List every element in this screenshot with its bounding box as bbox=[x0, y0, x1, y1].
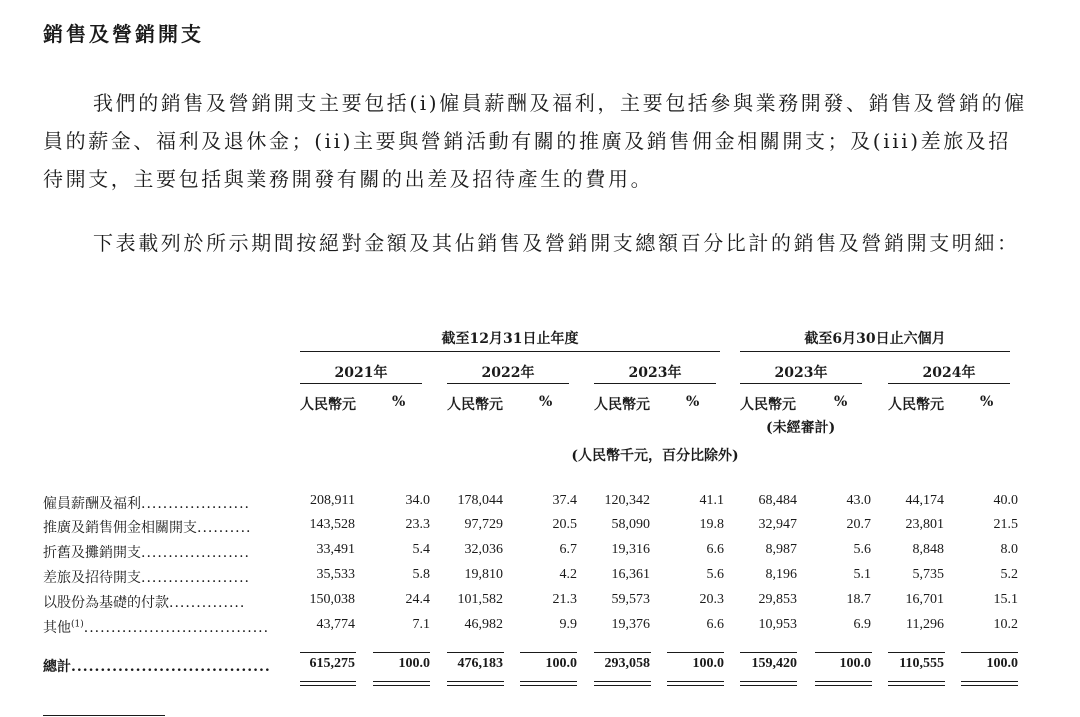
cell-amount: 5,735 bbox=[912, 567, 944, 582]
cell-percent: 5.2 bbox=[1000, 567, 1018, 582]
cell-percent: 100.0 bbox=[545, 656, 577, 671]
total-double-rule bbox=[594, 685, 651, 686]
total-double-rule bbox=[740, 681, 797, 682]
sub-header-pct: % bbox=[392, 394, 406, 410]
cell-amount: 8,196 bbox=[765, 567, 797, 582]
row-label bbox=[43, 517, 252, 537]
cell-percent: 5.6 bbox=[853, 542, 871, 557]
leader-dots: .......... bbox=[197, 520, 252, 536]
row-label-text: 其他 bbox=[43, 620, 71, 636]
row-label-text: 折舊及攤銷開支 bbox=[43, 545, 141, 561]
year-header-2023-half: 2023年 bbox=[774, 365, 828, 381]
total-double-rule bbox=[961, 681, 1018, 682]
row-label-text: 推廣及銷售佣金相關開支 bbox=[43, 520, 197, 536]
group-header-half: 截至6月30日止六個月 bbox=[804, 331, 946, 347]
cell-amount: 10,953 bbox=[758, 617, 797, 632]
cell-amount: 159,420 bbox=[751, 656, 797, 671]
total-double-rule bbox=[373, 681, 430, 682]
row-label-text: 總計 bbox=[43, 659, 71, 675]
section-heading: 銷售及營銷開支 bbox=[43, 22, 204, 46]
total-double-rule bbox=[815, 681, 872, 682]
cell-amount: 120,342 bbox=[604, 493, 650, 508]
cell-percent: 40.0 bbox=[993, 493, 1018, 508]
row-label-text: 僱員薪酬及福利 bbox=[43, 496, 141, 512]
unaudited-note: (未經審計) bbox=[766, 420, 836, 436]
cell-percent: 34.0 bbox=[405, 493, 430, 508]
sub-header-rmb: 人民幣元 bbox=[447, 397, 503, 413]
cell-percent: 20.7 bbox=[846, 517, 871, 532]
cell-amount: 59,573 bbox=[611, 592, 650, 607]
cell-percent: 18.7 bbox=[846, 592, 871, 607]
cell-amount: 44,174 bbox=[905, 493, 944, 508]
cell-amount: 101,582 bbox=[457, 592, 503, 607]
leader-dots: .................... bbox=[141, 496, 251, 512]
cell-amount: 46,982 bbox=[464, 617, 503, 632]
cell-percent: 43.0 bbox=[846, 493, 871, 508]
total-double-rule bbox=[520, 681, 577, 682]
cell-amount: 58,090 bbox=[611, 517, 650, 532]
total-double-rule bbox=[961, 685, 1018, 686]
subtotal-rule bbox=[300, 652, 356, 653]
year-header-2023: 2023年 bbox=[628, 365, 682, 381]
sub-header-rmb: 人民幣元 bbox=[300, 397, 356, 413]
cell-amount: 19,376 bbox=[611, 617, 650, 632]
total-double-rule bbox=[594, 681, 651, 682]
cell-amount: 97,729 bbox=[464, 517, 503, 532]
sub-header-pct: % bbox=[686, 394, 700, 410]
cell-percent: 21.5 bbox=[993, 517, 1018, 532]
cell-amount: 11,296 bbox=[906, 617, 944, 632]
row-label bbox=[43, 592, 245, 612]
leader-dots: .................................. bbox=[83, 620, 270, 636]
cell-amount: 178,044 bbox=[457, 493, 503, 508]
cell-percent: 23.3 bbox=[405, 517, 430, 532]
sub-header-pct: % bbox=[539, 394, 553, 410]
cell-amount: 208,911 bbox=[310, 493, 355, 508]
footnote-marker: (1) bbox=[71, 619, 84, 630]
cell-percent: 10.2 bbox=[993, 617, 1018, 632]
row-label bbox=[43, 567, 250, 587]
subtotal-rule bbox=[815, 652, 872, 653]
cell-percent: 41.1 bbox=[699, 493, 724, 508]
cell-amount: 32,947 bbox=[758, 517, 797, 532]
cell-amount: 143,528 bbox=[309, 517, 355, 532]
leader-dots: .............. bbox=[169, 595, 246, 611]
subtotal-rule bbox=[888, 652, 945, 653]
leader-dots: .................................. bbox=[71, 659, 271, 675]
total-double-rule bbox=[300, 685, 356, 686]
year-header-2024-half: 2024年 bbox=[922, 365, 976, 381]
cell-amount: 23,801 bbox=[905, 517, 944, 532]
cell-percent: 37.4 bbox=[552, 493, 577, 508]
total-double-rule bbox=[447, 681, 504, 682]
cell-percent: 6.6 bbox=[706, 617, 724, 632]
cell-amount: 615,275 bbox=[309, 656, 355, 671]
total-double-rule bbox=[447, 685, 504, 686]
row-label bbox=[43, 617, 269, 637]
total-double-rule bbox=[667, 681, 724, 682]
year-rule bbox=[300, 383, 422, 384]
cell-amount: 33,491 bbox=[316, 542, 355, 557]
cell-amount: 110,555 bbox=[899, 656, 944, 671]
sub-header-rmb: 人民幣元 bbox=[740, 397, 796, 413]
cell-percent: 5.6 bbox=[706, 567, 724, 582]
cell-percent: 7.1 bbox=[412, 617, 430, 632]
group-header-annual: 截至12月31日止年度 bbox=[441, 331, 579, 347]
cell-percent: 24.4 bbox=[405, 592, 430, 607]
cell-amount: 8,848 bbox=[912, 542, 944, 557]
cell-percent: 8.0 bbox=[1000, 542, 1018, 557]
leader-dots: .................... bbox=[141, 545, 251, 561]
cell-amount: 68,484 bbox=[758, 493, 797, 508]
cell-percent: 100.0 bbox=[986, 656, 1018, 671]
cell-percent: 20.5 bbox=[552, 517, 577, 532]
cell-amount: 16,701 bbox=[905, 592, 944, 607]
total-double-rule bbox=[520, 685, 577, 686]
cell-percent: 19.8 bbox=[699, 517, 724, 532]
unit-note: (人民幣千元，百分比除外) bbox=[571, 448, 739, 464]
cell-amount: 150,038 bbox=[309, 592, 355, 607]
total-double-rule bbox=[888, 685, 945, 686]
total-double-rule bbox=[373, 685, 430, 686]
year-rule bbox=[740, 383, 862, 384]
sub-header-rmb: 人民幣元 bbox=[594, 397, 650, 413]
group-rule-half bbox=[740, 351, 1010, 352]
cell-percent: 6.7 bbox=[559, 542, 577, 557]
row-label bbox=[43, 542, 250, 562]
cell-amount: 19,316 bbox=[611, 542, 650, 557]
row-label-text: 差旅及招待開支 bbox=[43, 570, 141, 586]
cell-percent: 4.2 bbox=[559, 567, 577, 582]
cell-amount: 19,810 bbox=[464, 567, 503, 582]
sub-header-pct: % bbox=[834, 394, 848, 410]
cell-percent: 15.1 bbox=[993, 592, 1018, 607]
cell-amount: 43,774 bbox=[316, 617, 355, 632]
total-double-rule bbox=[667, 685, 724, 686]
cell-amount: 8,987 bbox=[765, 542, 797, 557]
cell-percent: 5.8 bbox=[412, 567, 430, 582]
cell-percent: 100.0 bbox=[398, 656, 430, 671]
year-rule bbox=[594, 383, 716, 384]
paragraph-table-intro: 下表載列於所示期間按絕對金額及其佔銷售及營銷開支總額百分比計的銷售及營銷開支明細： bbox=[93, 231, 1020, 255]
year-rule bbox=[447, 383, 569, 384]
total-double-rule bbox=[888, 681, 945, 682]
cell-amount: 476,183 bbox=[457, 656, 503, 671]
total-row-label bbox=[43, 656, 271, 676]
footnote-divider bbox=[43, 715, 165, 716]
year-header-2022: 2022年 bbox=[481, 365, 535, 381]
cell-percent: 21.3 bbox=[552, 592, 577, 607]
total-double-rule bbox=[300, 681, 356, 682]
cell-percent: 6.6 bbox=[706, 542, 724, 557]
subtotal-rule bbox=[961, 652, 1018, 653]
cell-amount: 32,036 bbox=[464, 542, 503, 557]
cell-amount: 35,533 bbox=[316, 567, 355, 582]
sub-header-rmb: 人民幣元 bbox=[888, 397, 944, 413]
row-label bbox=[43, 493, 250, 513]
cell-percent: 100.0 bbox=[839, 656, 871, 671]
sub-header-pct: % bbox=[980, 394, 994, 410]
cell-amount: 29,853 bbox=[758, 592, 797, 607]
row-label-text: 以股份為基礎的付款 bbox=[43, 595, 169, 611]
cell-percent: 6.9 bbox=[853, 617, 871, 632]
cell-percent: 9.9 bbox=[559, 617, 577, 632]
year-header-2021: 2021年 bbox=[334, 365, 388, 381]
subtotal-rule bbox=[667, 652, 724, 653]
cell-percent: 5.4 bbox=[412, 542, 430, 557]
cell-percent: 100.0 bbox=[692, 656, 724, 671]
paragraph-description: 我們的銷售及營銷開支主要包括(i)僱員薪酬及福利，主要包括參與業務開發、銷售及營銷的僱員的薪金、福利及退休金；(ii)主要與營銷活動有關的推廣及銷售佣金相關開支；及(iii)差旅及招待開支，主要包括與業務開發有關的出差及招待產生的費用。 bbox=[43, 91, 1027, 191]
cell-amount: 16,361 bbox=[611, 567, 650, 582]
subtotal-rule bbox=[740, 652, 797, 653]
total-double-rule bbox=[815, 685, 872, 686]
subtotal-rule bbox=[520, 652, 577, 653]
subtotal-rule bbox=[594, 652, 651, 653]
leader-dots: .................... bbox=[141, 570, 251, 586]
subtotal-rule bbox=[373, 652, 430, 653]
group-rule-annual bbox=[300, 351, 720, 352]
cell-percent: 20.3 bbox=[699, 592, 724, 607]
year-rule bbox=[888, 383, 1010, 384]
cell-amount: 293,058 bbox=[604, 656, 650, 671]
subtotal-rule bbox=[447, 652, 504, 653]
cell-percent: 5.1 bbox=[853, 567, 871, 582]
total-double-rule bbox=[740, 685, 797, 686]
